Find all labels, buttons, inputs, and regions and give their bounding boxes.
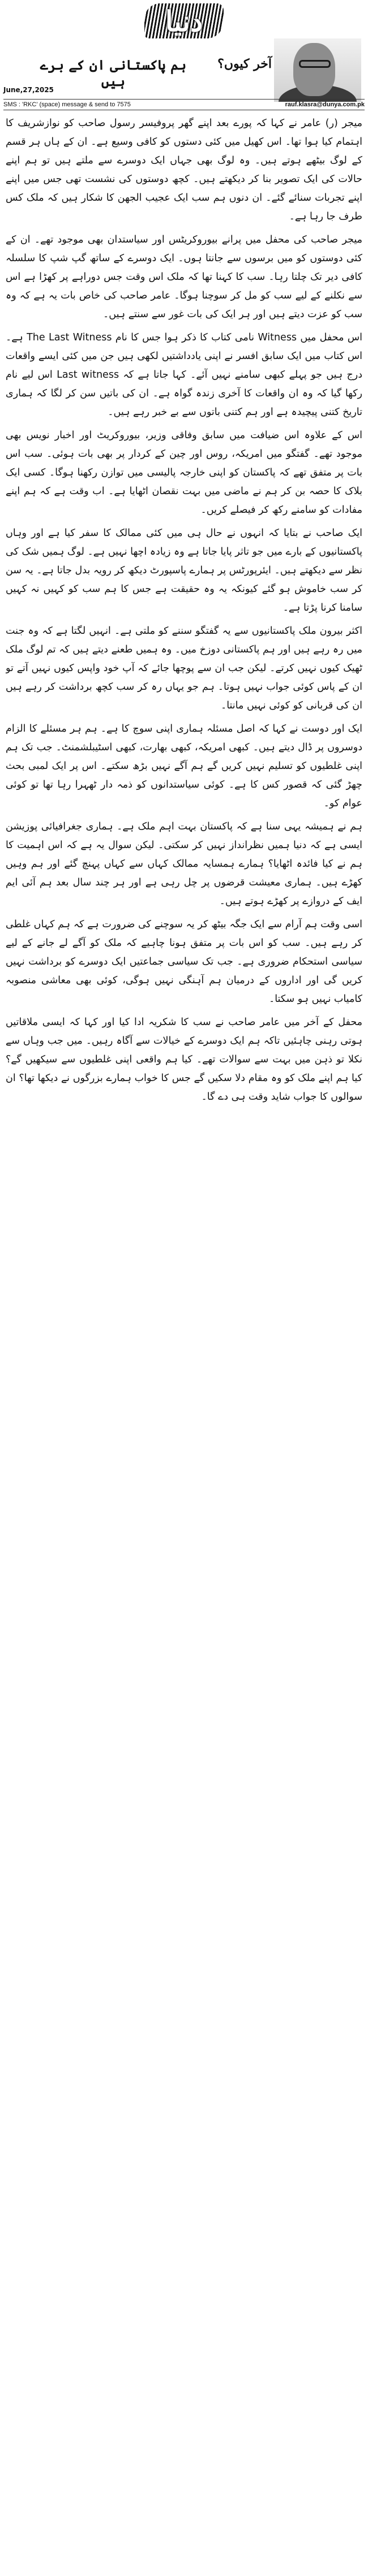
info-bar xyxy=(3,99,365,110)
paragraph: اس کے علاوہ اس ضیافت میں سابق وفاقی وزیر، بیوروکریٹ اور اخبار نویس بھی موجود تھے۔ گفتگو میں امریکہ، روس اور چین کے کردار پر بھی بات ہوئی۔ سب اس بات پر متفق تھے کہ پاکستان کو اپنی خارجہ پالیسی میں توازن رکھنا ہوگا۔ کسی ایک بلاک کا حصہ بن کر ہم نے ماضی میں بہت نقصان اٹھایا ہے۔ اب وقت ہے کہ ہم اپنے مفادات کو سامنے رکھ کر فیصلے کریں۔ xyxy=(6,430,362,516)
paragraph: ایک اور دوست نے کہا کہ اصل مسئلہ ہماری اپنی سوچ کا ہے۔ ہم ہر مسئلے کا الزام دوسروں پر ڈال دیتے ہیں۔ کبھی امریکہ، کبھی بھارت، کبھی اسٹیبلشمنٹ۔ جب تک ہم اپنی غلطیوں کو تسلیم نہیں کریں گے ہم آگے نہیں بڑھ سکتے۔ اس پر ایک لمبی بحث چھڑ گئی کہ قصور کس کا ہے۔ کوئی سیاستدانوں کو ذمہ دار ٹھہرا رہا تھا تو کوئی عوام کو۔ xyxy=(6,723,362,809)
author-email: rauf.klasra@dunya.com.pk xyxy=(285,101,365,108)
sms-line: SMS : 'RKC' (space) message & send to 7575 xyxy=(3,101,131,108)
masthead xyxy=(0,0,368,108)
paragraph: اس محفل میں Witness نامی کتاب کا ذکر ہوا جس کا نام The Last Witness ہے۔ اس کتاب میں ایک سابق افسر نے اپنی یادداشتیں لکھی ہیں جن میں کئی ایسے واقعات درج ہیں جو پہلے کبھی سامنے نہیں آئے۔ کہا جاتا ہے کہ Last witness اس لیے نام رکھا گیا کہ وہ ان واقعات کا آخری زندہ گواہ ہے۔ ان کی باتیں سن کر لگا کہ ہماری تاریخ کتنی پیچیدہ ہے اور ہم کتنی باتوں سے بے خبر رہے ہیں۔ xyxy=(6,332,362,418)
paragraph: ہم نے ہمیشہ یہی سنا ہے کہ پاکستان بہت اہم ملک ہے۔ ہماری جغرافیائی پوزیشن ایسی ہے کہ دنیا ہمیں نظرانداز نہیں کر سکتی۔ لیکن سوال یہ ہے کہ اس اہمیت کا ہم نے کیا فائدہ اٹھایا؟ ہمارے ہمسایہ ممالک کہاں سے کہاں پہنچ گئے اور ہم وہیں کھڑے ہیں۔ ہماری معیشت قرضوں پر چل رہی ہے اور ہر چند سال بعد ہم آئی ایم ایف کے دروازے پر کھڑے ہوتے ہیں۔ xyxy=(6,821,362,907)
column-name: آخر کیوں؟ xyxy=(217,57,272,71)
author-photo xyxy=(274,38,361,102)
logo-text: دنیا xyxy=(165,5,203,38)
newspaper-logo xyxy=(139,0,229,42)
headline: ہم پاکستانی ان کے برے ہیں xyxy=(40,57,187,89)
author-glasses-icon xyxy=(299,60,331,68)
paragraph: میجر (ر) عامر نے کہا کہ پورے بعد اپنے گھر پروفیسر رسول صاحب کو نوازشریف کا اہتمام کیا ہوا تھا۔ اس کھیل میں کئی دستوں کو کافی وسیع ہے۔ ان کے ہاں ہر قسم کے لوگ بیٹھے ہوتے ہیں۔ وہ لوگ بھی جہاں ایک دوسرے سے ملتے ہیں تو ہم اپنے حالات کی ایک تصویر بنا کر دیکھتے ہیں۔ کچھ دوستوں کی نشست تھی جس میں اپنے اپنے تجربات سنائے گئے۔ ان دنوں ہم سب ایک عجیب الجھن کا شکار ہیں کہ ملک کس طرف جا رہا ہے۔ xyxy=(6,118,362,222)
paragraph: اسی وقت ہم آرام سے ایک جگہ بیٹھ کر یہ سوچنے کی ضرورت ہے کہ ہم کہاں غلطی کر رہے ہیں۔ سب کو اس بات پر متفق ہونا چاہیے کہ ملک کو آگے لے جانے کے لیے سیاسی استحکام ضروری ہے۔ جب تک سیاسی جماعتیں ایک دوسرے کو برداشت نہیں کریں گی اور اداروں کے درمیان ہم آہنگی نہیں ہوگی، کوئی بھی معاشی منصوبہ کامیاب نہیں ہو سکتا۔ xyxy=(6,919,362,1005)
paragraph: محفل کے آخر میں عامر صاحب نے سب کا شکریہ ادا کیا اور کہا کہ ایسی ملاقاتیں ہوتی رہنی چاہئیں تاکہ ہم ایک دوسرے کے خیالات سے آگاہ رہیں۔ میں جب وہاں سے نکلا تو ذہن میں بہت سے سوالات تھے۔ کیا ہم واقعی اپنی غلطیوں سے سیکھیں گے؟ کیا ہم اپنے ملک کو وہ مقام دلا سکیں گے جس کا خواب ہمارے بزرگوں نے دیکھا تھا؟ ان سوالوں کا جواب شاید وقت ہی دے گا۔ xyxy=(6,1017,362,1103)
author-face xyxy=(293,43,335,96)
article-body xyxy=(6,114,362,2571)
paragraph: ایک صاحب نے بتایا کہ انہوں نے حال ہی میں کئی ممالک کا سفر کیا ہے اور وہاں پاکستانیوں کے بارے میں جو تاثر پایا جاتا ہے وہ زیادہ اچھا نہیں ہے۔ لوگ ہمیں شک کی نظر سے دیکھتے ہیں۔ ایئرپورٹس پر ہمارے پاسپورٹ دیکھ کر رویہ بدل جاتا ہے۔ یہ سن کر سب خاموش ہو گئے کیونکہ یہ وہ حقیقت ہے جس کا ہم سب کو کہیں نہ کہیں سامنا کرنا پڑتا ہے۔ xyxy=(6,528,362,613)
paragraph: اکثر بیرون ملک پاکستانیوں سے یہ گفتگو سننے کو ملتی ہے۔ انہیں لگتا ہے کہ وہ جنت میں رہ رہے ہیں اور ہم پاکستانی دوزخ میں۔ وہ ہمیں طعنے دیتے ہیں کہ تم لوگ ملک ٹھیک کیوں نہیں کرتے۔ لیکن جب ان سے پوچھا جائے کہ آپ خود واپس کیوں نہیں آتے تو ان کے پاس کوئی جواب نہیں ہوتا۔ ہم جو یہاں رہ کر سب کچھ برداشت کر رہے ہیں ان کی قربانی کو کوئی نہیں مانتا۔ xyxy=(6,625,362,711)
publish-date: June,27,2025 xyxy=(3,86,54,94)
paragraph: میجر صاحب کی محفل میں پرانے بیوروکریٹس اور سیاستدان بھی موجود تھے۔ ان کے کئی دوستوں کو میں برسوں سے جانتا ہوں۔ ایک دوسرے کے ساتھ گپ شپ کا سلسلہ کافی دیر تک چلتا رہا۔ سب کا کہنا تھا کہ ملک اس وقت جس دوراہے پر کھڑا ہے اس سے نکلنے کے لیے سب کو مل کر سوچنا ہوگا۔ عامر صاحب کی خاص بات یہ ہے کہ وہ سب کو عزت دیتے ہیں اور ہر ایک کی بات غور سے سنتے ہیں۔ xyxy=(6,234,362,320)
